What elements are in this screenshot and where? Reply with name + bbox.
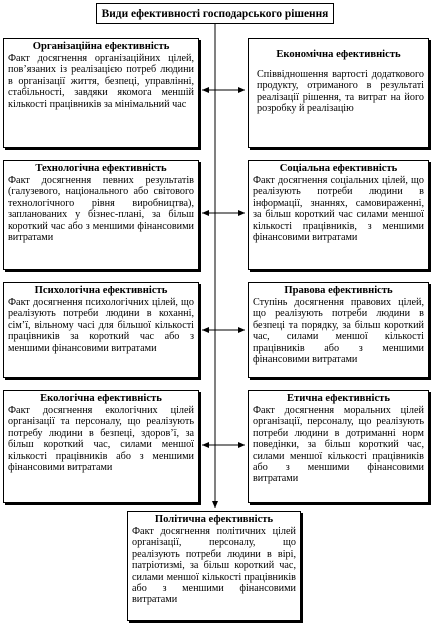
psychological-efficiency-text: Факт досягнення психологічних цілей, що реалізують потреби людини в коханні, сім’ї, вільному часі для більшої кількості працівників за короткий час або з меншими фінансовими витратами [8, 297, 194, 354]
economic-efficiency-text: Співвідношення вартості додаткового продукту, отриманого в результаті реалізації рішення, та витрат на його розробку й реалізацію [257, 69, 424, 115]
legal-efficiency-box [248, 282, 429, 378]
technological-efficiency-box [3, 160, 199, 270]
political-efficiency-box [127, 511, 301, 621]
ethical-efficiency-title: Етична ефективність [287, 393, 390, 404]
economic-efficiency-box [248, 38, 429, 148]
social-efficiency-title: Соціальна ефективність [279, 163, 398, 174]
psychological-efficiency-title: Психологічна ефективність [34, 285, 168, 296]
technological-efficiency-text: Факт досягнення певних результатів (галузевого, національного або світового технологічного рівня виробництва), запланованих у бізнес-плані, за більш короткий час або з меншими фінансовими витратами [8, 175, 194, 244]
ecological-efficiency-text: Факт досягнення екологічних цілей організації та персоналу, що реалізують потребу людини в безпеці, здоров’ї, за більш короткий час, силами меншої кількості працівників або з меншими фінансовими витратами [8, 405, 194, 474]
political-efficiency-title: Політична ефективність [154, 514, 274, 525]
ecological-efficiency-title: Екологічна ефективність [40, 393, 162, 404]
political-efficiency-text: Факт досягнення політичних цілей організації, персоналу, що реалізують потреби людини в вірі, патріотизмі, за більш короткий час, силами меншої кількості працівників або з меншими фінансовими витратами [132, 526, 296, 606]
organizational-efficiency-text: Факт досягнення організаційних цілей, пов’язаних із реалізацією потреб людини в організації життя, безпеці, управлінні, стабільності, завдяки якомога меншій кількості працівників за мінімальний час [8, 53, 194, 110]
social-efficiency-text: Факт досягнення соціальних цілей, що реалізують потреби людини в інформації, знаннях, самовираженні, за більш короткий час силами меншої кількості працівників, з меншими фінансовими витратами [253, 175, 424, 244]
root-title: Види ефективності господарського рішення [101, 8, 329, 20]
legal-efficiency-title: Правова ефективність [284, 285, 393, 296]
technological-efficiency-title: Технологічна ефективність [35, 163, 167, 174]
ethical-efficiency-box [248, 390, 429, 503]
ethical-efficiency-text: Факт досягнення моральних цілей організації, персоналу, що реалізують потреби людини в дотриманні норм поведінки, за більш короткий час, силами меншої кількості працівників або з меншими фінансовими витратами [253, 405, 424, 485]
organizational-efficiency-title: Організаційна ефективність [32, 41, 170, 52]
organizational-efficiency-box [3, 38, 199, 148]
root-box [96, 3, 334, 24]
economic-efficiency-title: Економічна ефективність [276, 49, 401, 60]
ecological-efficiency-box [3, 390, 199, 503]
legal-efficiency-text: Ступінь досягнення правових цілей, що реалізують потреби людини в безпеці та порядку, за більш короткий час, силами меншої кількості працівників або з меншими фінансовими витратами [253, 297, 424, 366]
social-efficiency-box [248, 160, 429, 270]
psychological-efficiency-box [3, 282, 199, 378]
